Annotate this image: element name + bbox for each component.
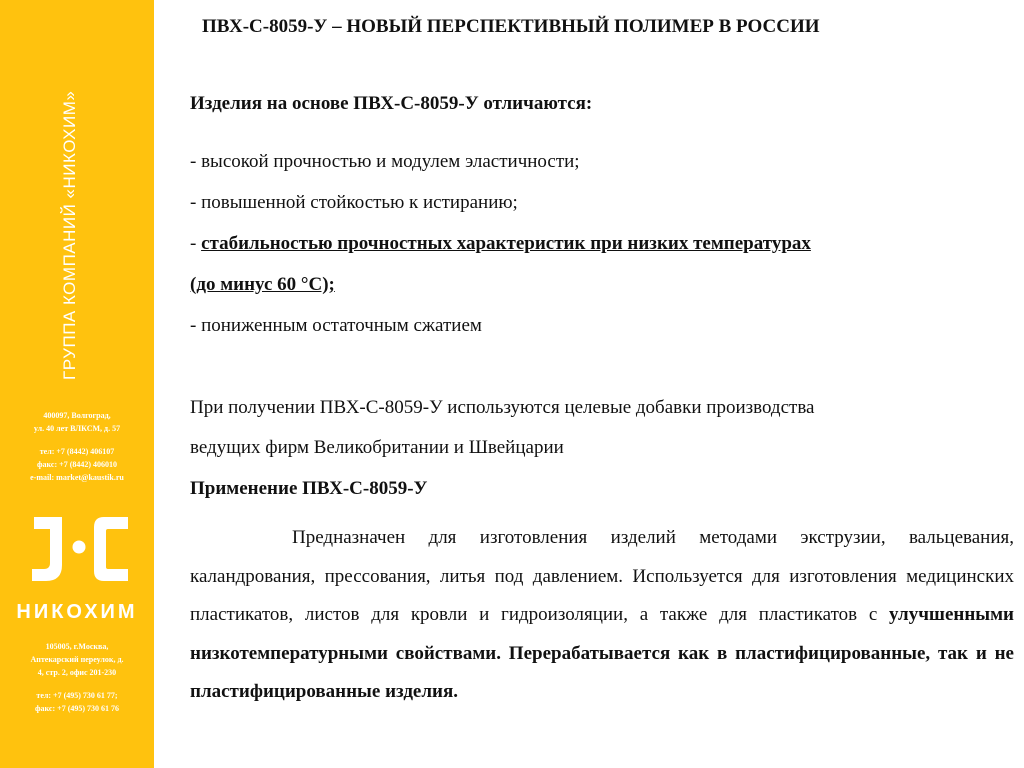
volgograd-address-line-2: ул. 40 лет ВЛКСМ, д. 57 xyxy=(33,424,121,433)
sidebar xyxy=(0,0,154,768)
moscow-address-line-2: Аптекарский переулок, д. xyxy=(30,655,124,664)
volgograd-contacts xyxy=(0,409,154,484)
moscow-contacts xyxy=(0,640,154,715)
moscow-address-line-3: 4, стр. 2, офис 201-230 xyxy=(37,668,117,677)
volgograd-address-line-1: 400097, Волгоград, xyxy=(43,411,111,420)
additives-line-1: При получении ПВХ-С-8059-У используются целевые добавки производства xyxy=(190,397,815,418)
moscow-address-line-1: 105005, г.Москва, xyxy=(45,642,109,651)
feature-item-low-temp-continuation: (до минус 60 °С); xyxy=(190,274,335,295)
application-heading: Применение ПВХ-С-8059-У xyxy=(190,478,428,499)
additives-line-2: ведущих фирм Великобритании и Швейцарии xyxy=(190,437,564,458)
volgograd-phone: тел: +7 (8442) 406107 xyxy=(39,447,115,456)
feature-item-abrasion: - повышенной стойкостью к истиранию; xyxy=(190,192,518,213)
moscow-phone: тел: +7 (495) 730 61 77; xyxy=(36,691,118,700)
features-heading: Изделия на основе ПВХ-С-8059-У отличаются: xyxy=(190,93,593,114)
feature-item-strength: - высокой прочностью и модулем эластичности; xyxy=(190,151,580,172)
nikokhim-logo-icon xyxy=(28,513,134,587)
volgograd-fax: факс: +7 (8442) 406010 xyxy=(36,460,118,469)
feature-item-compression: - пониженным остаточным сжатием xyxy=(190,315,482,336)
feature-item-low-temp-prefix: - xyxy=(190,233,202,254)
page-title: ПВХ-С-8059-У – НОВЫЙ ПЕРСПЕКТИВНЫЙ ПОЛИМЕР В РОССИИ xyxy=(202,16,820,37)
application-emphasis: улучшенными низкотемпературными свойствами. Перерабатывается как в пластифицированные, так и не пластифицированные изделия. xyxy=(190,604,1015,702)
company-group-vertical-title: ГРУППА КОМПАНИЙ «НИКОХИМ» xyxy=(60,90,79,380)
feature-item-low-temp xyxy=(190,233,811,255)
volgograd-email: e-mail: market@kaustik.ru xyxy=(30,473,124,482)
application-paragraph xyxy=(190,519,1014,712)
logo-wordmark: НИКОХИМ xyxy=(16,601,138,623)
application-text: Предназначен для изготовления изделий методами экструзии, вальцевания, каландрования, прессования, литья под давлением. Используется для изготовления медицинских пластикатов, листов для кровли и гидроизоляции, а также для пластикатов с xyxy=(190,527,1014,625)
moscow-fax: факс: +7 (495) 730 61 76 xyxy=(34,704,120,713)
feature-item-low-temp-emphasis: стабильностью прочностных характеристик при низких температурах xyxy=(201,233,811,254)
